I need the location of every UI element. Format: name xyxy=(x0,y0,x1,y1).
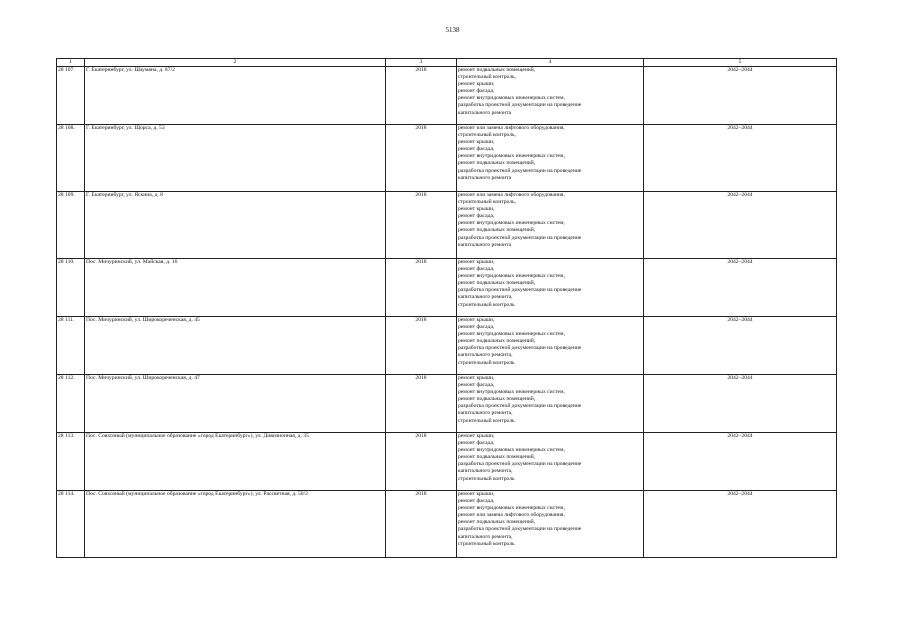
work-item: ремонт крыши, xyxy=(458,317,495,323)
row-number: 28 113. xyxy=(57,433,85,491)
work-item: ремонт внутридомовых инженерных систем, xyxy=(458,153,565,160)
work-item: капитального ремонта, xyxy=(458,294,513,301)
work-item: строительный контроль xyxy=(458,417,515,424)
work-item: капитального ремонта, xyxy=(458,468,513,475)
work-item: строительный контроль xyxy=(458,301,515,308)
row-address: Г. Екатеринбург, ул. Шаумяна, д. 87/2 xyxy=(85,67,386,125)
work-item: ремонт подвальных помещений, xyxy=(458,396,536,403)
table-row xyxy=(57,259,837,317)
work-item: строительный контроль xyxy=(458,359,515,366)
row-year: 2018 xyxy=(386,192,457,259)
row-address: Пос. Мичуринский, ул. Широкореченская, д. 47 xyxy=(85,375,386,433)
row-year: 2018 xyxy=(386,491,457,558)
work-item: капитального ремонта xyxy=(458,109,512,116)
work-item: разработка проектной документации на проведение xyxy=(458,461,582,468)
work-item: ремонт внутридомовых инженерных систем, xyxy=(458,389,565,396)
row-year: 2018 xyxy=(386,317,457,375)
row-number: 28 110. xyxy=(57,259,85,317)
row-period: 2042–2044 xyxy=(644,433,837,491)
work-item: строительный контроль, xyxy=(458,74,516,81)
table-row xyxy=(57,375,837,433)
work-item: ремонт внутридомовых инженерных систем, xyxy=(458,331,565,338)
work-item: разработка проектной документации на проведение xyxy=(458,526,582,533)
work-item: ремонт крыши, xyxy=(458,259,495,265)
work-item: ремонт подвальных помещений, xyxy=(458,338,536,345)
row-address: Г. Екатеринбург, ул. Яскина, д. 8 xyxy=(85,192,386,259)
row-works xyxy=(457,433,644,491)
work-item: разработка проектной документации на проведение xyxy=(458,234,582,241)
row-period: 2042–2044 xyxy=(644,259,837,317)
table-body xyxy=(57,67,837,558)
table-row xyxy=(57,491,837,558)
work-item: строительный контроль xyxy=(458,475,515,482)
work-item: разработка проектной документации на проведение xyxy=(458,102,582,109)
header-col-3: 3 xyxy=(386,59,457,67)
work-item: ремонт фасада, xyxy=(458,324,495,331)
work-item: разработка проектной документации на проведение xyxy=(458,345,582,352)
work-item: ремонт или замена лифтового оборудования, xyxy=(458,512,565,519)
row-address: Пос. Совхозный (муниципальное образование «город Екатеринбург»), ул. Рассветная, д. 50/2 xyxy=(85,491,386,558)
row-period: 2042–2044 xyxy=(644,67,837,125)
work-item: ремонт крыши, xyxy=(458,433,495,439)
work-item: ремонт внутридомовых инженерных систем, xyxy=(458,505,565,512)
table-row xyxy=(57,317,837,375)
work-item: капитального ремонта xyxy=(458,241,512,248)
work-item: ремонт подвальных помещений, xyxy=(458,454,536,461)
work-item: строительный контроль, xyxy=(458,199,516,206)
row-address: Пос. Мичуринский, ул. Широкореченская, д. 45 xyxy=(85,317,386,375)
row-year: 2018 xyxy=(386,67,457,125)
row-number: 28 111. xyxy=(57,317,85,375)
work-item: ремонт фасада, xyxy=(458,440,495,447)
row-number: 28 108. xyxy=(57,125,85,192)
row-address: Г. Екатеринбург, ул. Щорса, д. 53 xyxy=(85,125,386,192)
row-period: 2042–2044 xyxy=(644,192,837,259)
work-item: ремонт крыши, xyxy=(458,139,495,146)
work-item: ремонт фасада, xyxy=(458,88,495,95)
row-address: Пос. Мичуринский, ул. Майская, д. 16 xyxy=(85,259,386,317)
work-item: капитального ремонта, xyxy=(458,352,513,359)
work-item: ремонт подвальных помещений, xyxy=(458,519,536,526)
table-row xyxy=(57,433,837,491)
row-address: Пос. Совхозный (муниципальное образование «город Екатеринбург»), ул. Дивизионная, д. 35 xyxy=(85,433,386,491)
work-item: ремонт подвальных помещений, xyxy=(458,280,536,287)
header-col-1: 1 xyxy=(57,59,85,67)
row-works xyxy=(457,375,644,433)
work-item: ремонт крыши, xyxy=(458,81,495,88)
work-item: ремонт подвальных помещений, xyxy=(458,67,536,73)
work-item: ремонт подвальных помещений, xyxy=(458,160,536,167)
row-number: 28 107. xyxy=(57,67,85,125)
work-item: капитального ремонта xyxy=(458,174,512,181)
work-item: ремонт внутридомовых инженерных систем, xyxy=(458,447,565,454)
table-row xyxy=(57,192,837,259)
row-works xyxy=(457,192,644,259)
work-item: ремонт фасада, xyxy=(458,213,495,220)
row-period: 2042–2044 xyxy=(644,317,837,375)
row-year: 2018 xyxy=(386,433,457,491)
work-item: ремонт фасада, xyxy=(458,266,495,273)
work-item: капитального ремонта, xyxy=(458,533,513,540)
table-row xyxy=(57,67,837,125)
work-item: разработка проектной документации на проведение xyxy=(458,287,582,294)
row-period: 2042–2044 xyxy=(644,375,837,433)
register-table xyxy=(56,58,837,558)
work-item: разработка проектной документации на проведение xyxy=(458,167,582,174)
row-year: 2018 xyxy=(386,259,457,317)
header-col-2: 2 xyxy=(85,59,386,67)
table-row xyxy=(57,125,837,192)
work-item: ремонт фасада, xyxy=(458,498,495,505)
row-works xyxy=(457,259,644,317)
row-period: 2042–2044 xyxy=(644,125,837,192)
work-item: ремонт фасада, xyxy=(458,382,495,389)
header-col-5: 5 xyxy=(644,59,837,67)
row-period: 2042–2044 xyxy=(644,491,837,558)
header-row xyxy=(57,59,837,67)
page-number: 5138 xyxy=(445,26,460,34)
row-number: 28 112. xyxy=(57,375,85,433)
work-item: ремонт или замена лифтового оборудования, xyxy=(458,192,565,198)
work-item: ремонт крыши, xyxy=(458,206,495,213)
header-col-4: 4 xyxy=(457,59,644,67)
row-works xyxy=(457,67,644,125)
row-number: 28 109. xyxy=(57,192,85,259)
work-item: ремонт крыши, xyxy=(458,491,495,497)
work-item: ремонт или замена лифтового оборудования, xyxy=(458,125,565,131)
work-item: ремонт фасада, xyxy=(458,146,495,153)
row-year: 2018 xyxy=(386,375,457,433)
row-works xyxy=(457,491,644,558)
work-item: ремонт внутридомовых инженерных систем, xyxy=(458,273,565,280)
work-item: ремонт подвальных помещений, xyxy=(458,227,536,234)
work-item: ремонт внутридомовых инженерных систем, xyxy=(458,95,565,102)
row-works xyxy=(457,317,644,375)
work-item: строительный контроль xyxy=(458,540,515,547)
work-item: капитального ремонта, xyxy=(458,410,513,417)
work-item: строительный контроль, xyxy=(458,132,516,139)
row-year: 2018 xyxy=(386,125,457,192)
work-item: ремонт внутридомовых инженерных систем, xyxy=(458,220,565,227)
row-works xyxy=(457,125,644,192)
row-number: 28 114. xyxy=(57,491,85,558)
work-item: разработка проектной документации на проведение xyxy=(458,403,582,410)
work-item: ремонт крыши, xyxy=(458,375,495,381)
